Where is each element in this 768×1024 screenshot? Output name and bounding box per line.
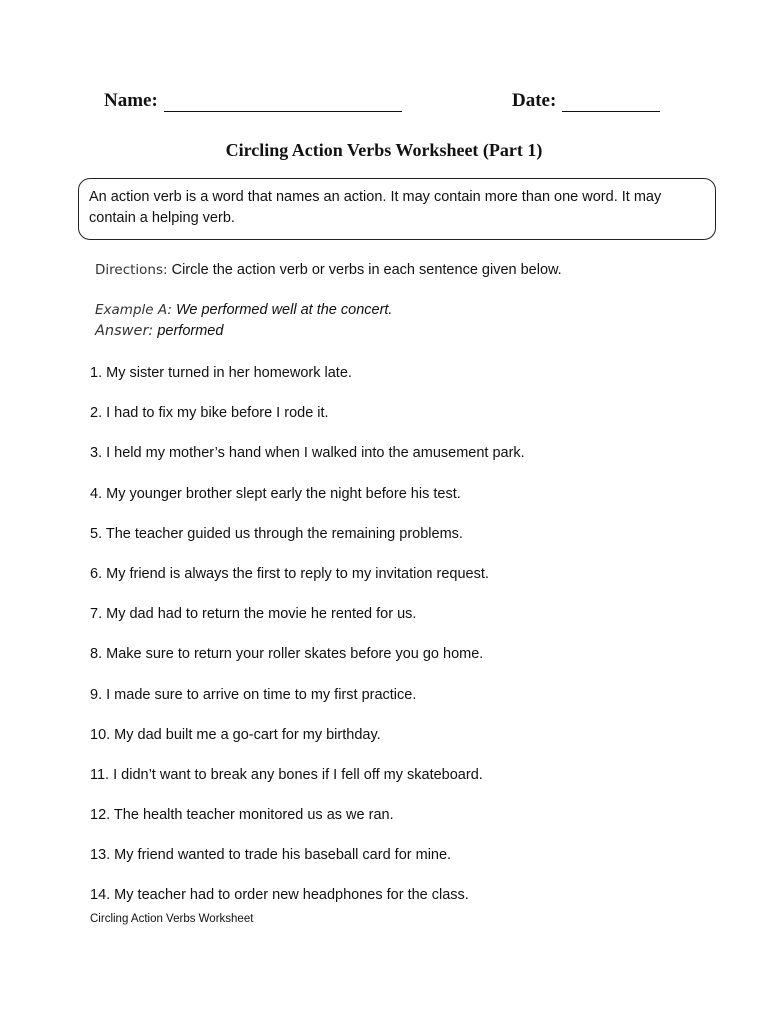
question-item[interactable]: 8. Make sure to return your roller skates before you go home.	[90, 646, 484, 663]
directions	[95, 262, 562, 278]
question-item[interactable]: 10. My dad built me a go-cart for my birthday.	[90, 726, 381, 743]
question-item[interactable]: 1. My sister turned in her homework late.	[90, 365, 352, 381]
example	[95, 302, 392, 318]
date-label: Date:	[512, 90, 557, 111]
directions-label: Directions:	[95, 262, 168, 278]
question-item[interactable]: 11. I didn’t want to break any bones if I fell off my skateboard.	[90, 766, 483, 783]
question-item[interactable]: 13. My friend wanted to trade his baseball card for mine.	[90, 847, 452, 864]
directions-text: Circle the action verb or verbs in each sentence given below.	[171, 262, 562, 278]
question-item[interactable]: 2. I had to fix my bike before I rode it.	[90, 405, 329, 422]
question-item[interactable]: 5. The teacher guided us through the remaining problems.	[90, 525, 463, 542]
question-item[interactable]: 14. My teacher had to order new headphones for the class.	[90, 887, 469, 904]
question-list	[90, 365, 525, 928]
page-footer: Circling Action Verbs Worksheet	[90, 913, 254, 925]
example-answer	[95, 323, 223, 339]
date-blank-line[interactable]	[562, 93, 660, 112]
name-blank-line[interactable]	[164, 93, 402, 112]
question-item[interactable]: 9. I made sure to arrive on time to my first practice.	[90, 686, 417, 703]
example-label: Example A:	[95, 302, 172, 318]
date-field	[512, 90, 660, 112]
name-field	[104, 90, 402, 112]
answer-label: Answer:	[95, 323, 154, 339]
question-item[interactable]: 12. The health teacher monitored us as we ran.	[90, 807, 394, 824]
question-item[interactable]: 7. My dad had to return the movie he rented for us.	[90, 606, 417, 623]
definition-text: An action verb is a word that names an action. It may contain more than one word. It may contain a helping verb.	[89, 189, 662, 226]
definition-box	[78, 178, 716, 240]
question-item[interactable]: 6. My friend is always the first to reply to my invitation request.	[90, 565, 489, 582]
answer-text: performed	[157, 323, 224, 339]
question-item[interactable]: 4. My younger brother slept early the night before his test.	[90, 485, 461, 502]
example-sentence: We performed well at the concert.	[175, 302, 393, 318]
question-item[interactable]: 3. I held my mother’s hand when I walked into the amusement park.	[90, 445, 525, 462]
worksheet-title: Circling Action Verbs Worksheet (Part 1)	[225, 140, 543, 160]
name-label: Name:	[104, 90, 158, 111]
worksheet-header	[104, 90, 664, 120]
